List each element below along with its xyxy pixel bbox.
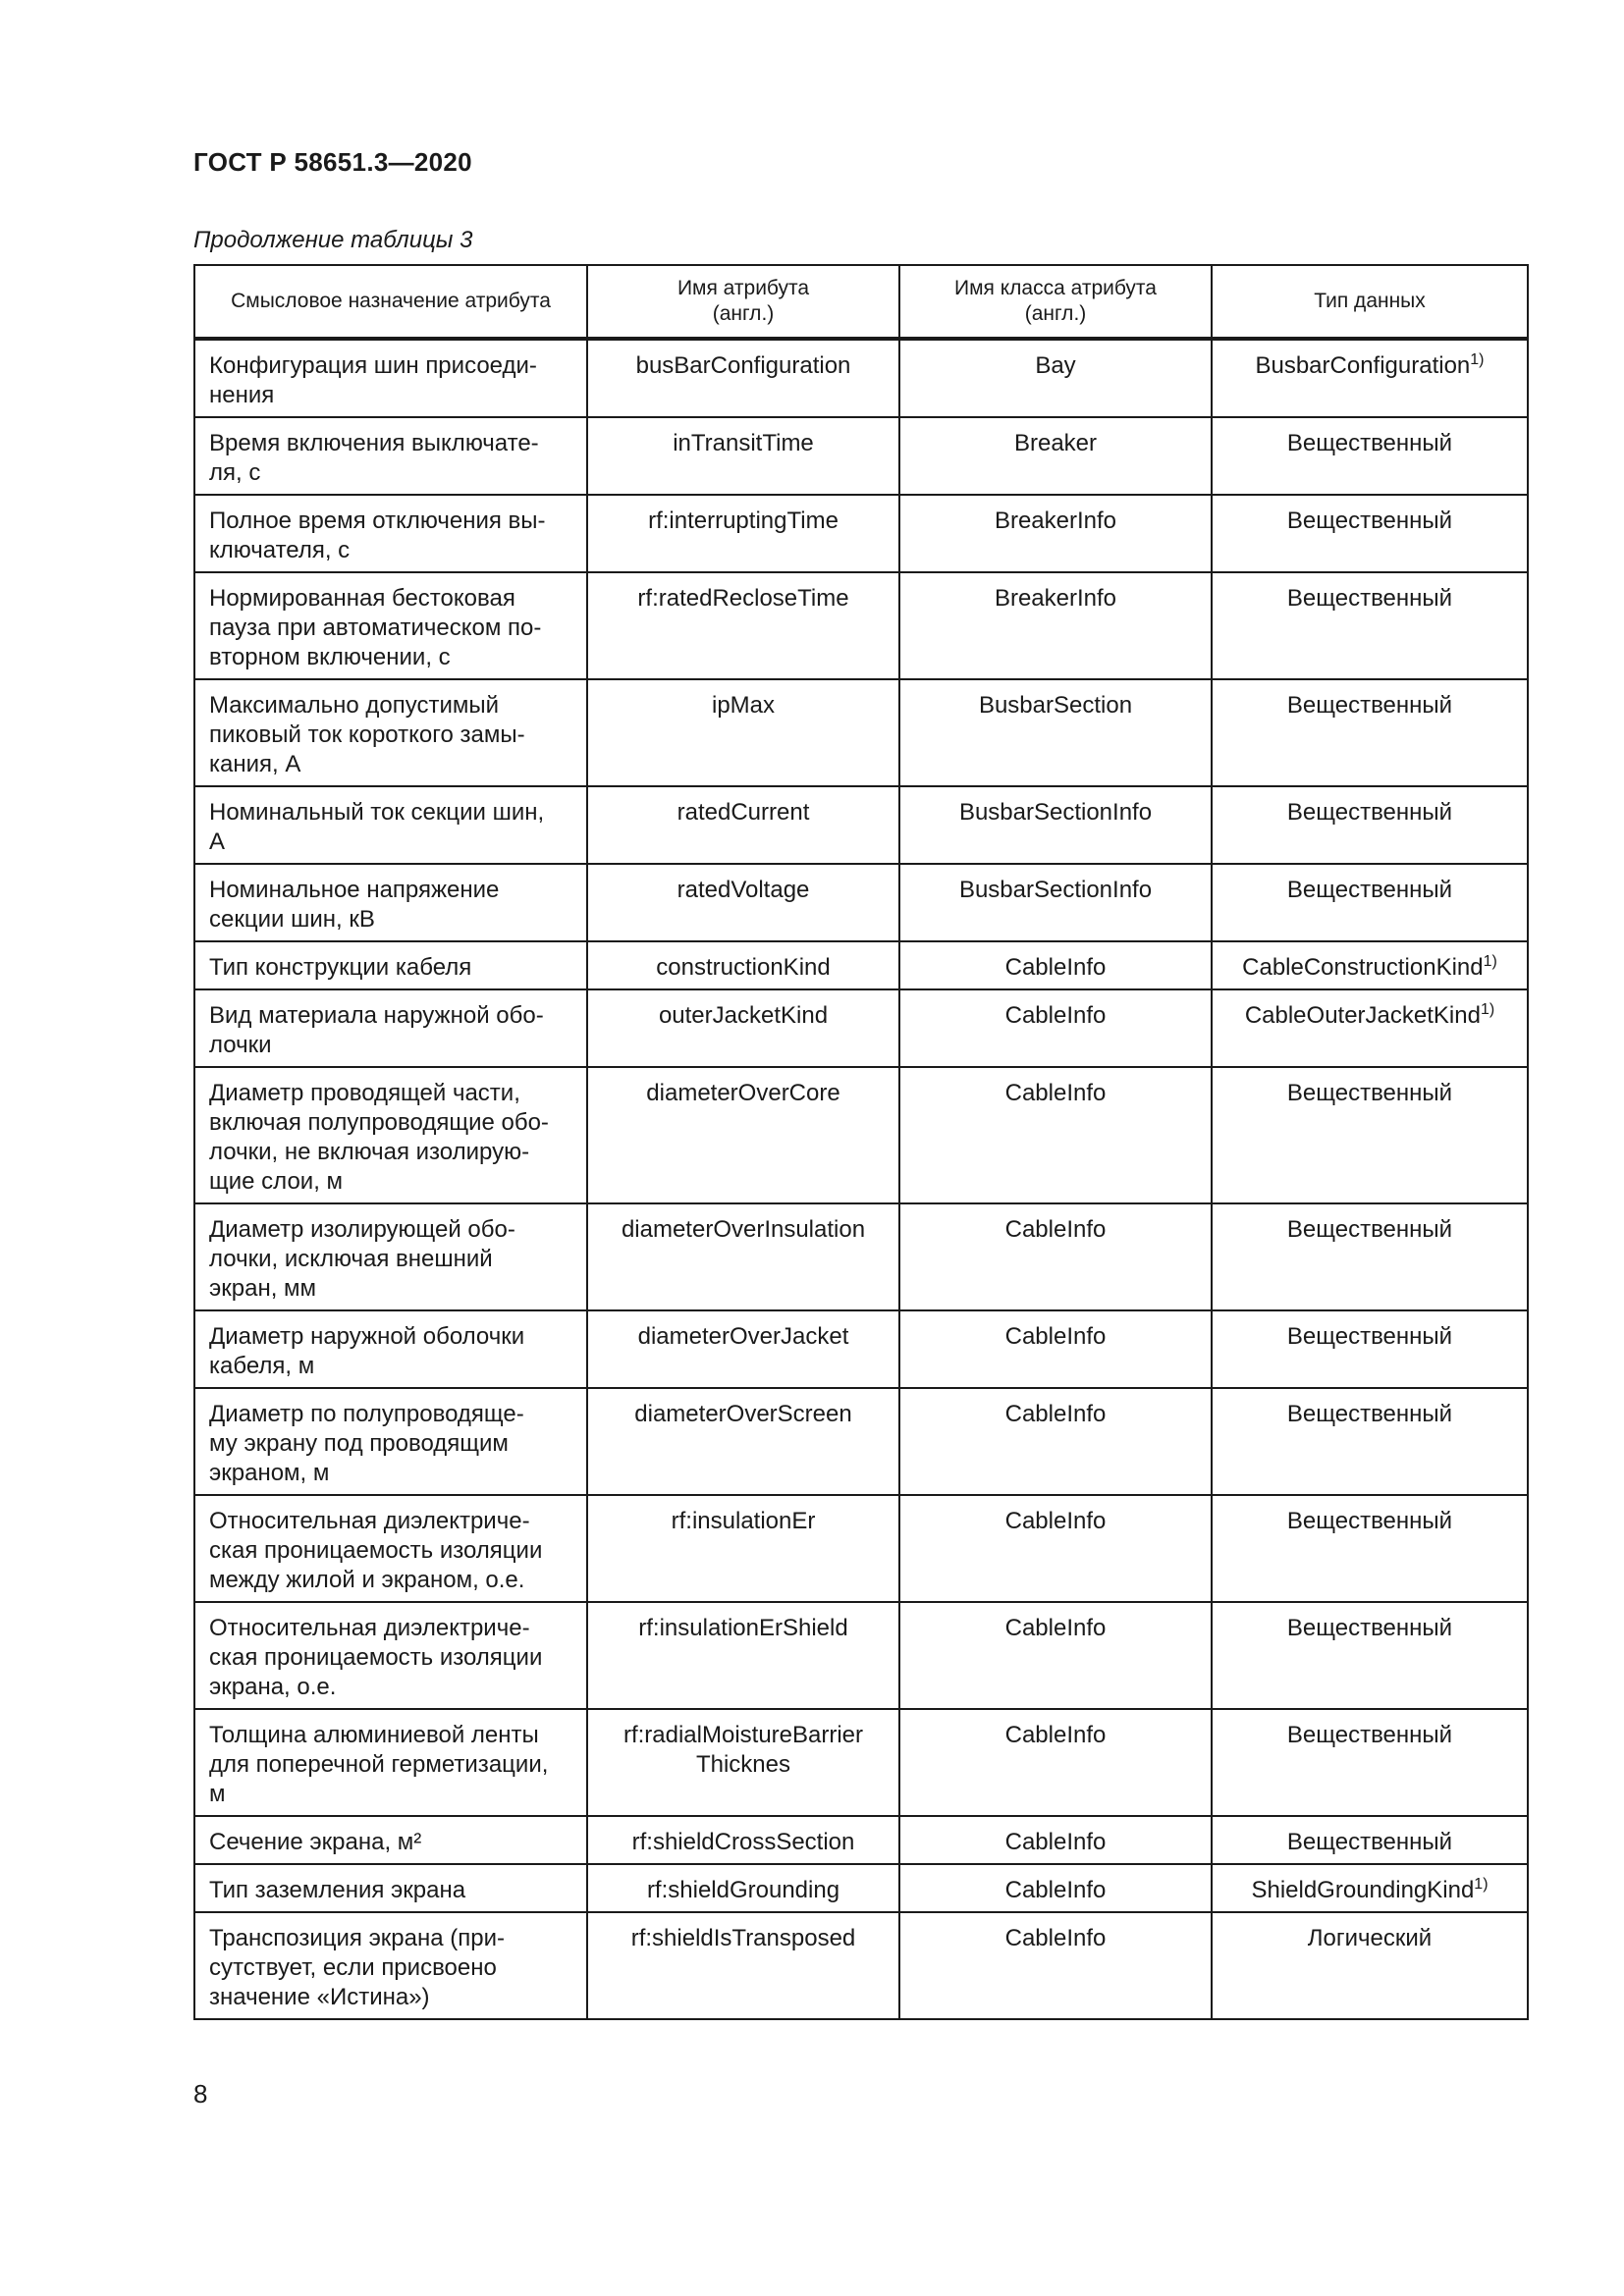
table-row (194, 417, 1528, 495)
cell-attribute-name: rf:interruptingTime (587, 495, 899, 572)
cell-purpose: Относительная диэлектриче- ская проницаемость изоляции экрана, о.е. (194, 1602, 587, 1709)
cell-datatype: BusbarConfiguration$^{1)}$ (1212, 339, 1528, 417)
table-row (194, 1067, 1528, 1203)
cell-attribute-class: CableInfo (899, 1067, 1212, 1203)
header-datatype (1212, 265, 1528, 339)
cell-attribute-name: rf:shieldCrossSection (587, 1816, 899, 1864)
cell-attribute-class: CableInfo (899, 1388, 1212, 1495)
cell-attribute-class: CableInfo (899, 1310, 1212, 1388)
cell-datatype: Вещественный (1212, 1310, 1528, 1388)
table-row (194, 1602, 1528, 1709)
cell-datatype: Вещественный (1212, 864, 1528, 941)
cell-attribute-name: diameterOverInsulation (587, 1203, 899, 1310)
cell-attribute-name: busBarConfiguration (587, 339, 899, 417)
cell-datatype: Вещественный (1212, 679, 1528, 786)
header-attribute-name (587, 265, 899, 339)
cell-attribute-class: CableInfo (899, 989, 1212, 1067)
cell-attribute-class: CableInfo (899, 1602, 1212, 1709)
cell-attribute-name: rf:radialMoistureBarrier Thicknes (587, 1709, 899, 1816)
footnote-marker: 1) (1480, 1001, 1495, 1018)
cell-attribute-class: CableInfo (899, 941, 1212, 989)
cell-purpose: Номинальный ток секции шин, А (194, 786, 587, 864)
cell-attribute-name: rf:shieldGrounding (587, 1864, 899, 1912)
cell-attribute-class: CableInfo (899, 1816, 1212, 1864)
cell-attribute-name: constructionKind (587, 941, 899, 989)
cell-datatype: Вещественный (1212, 1816, 1528, 1864)
cell-attribute-class: CableInfo (899, 1709, 1212, 1816)
table-row (194, 1495, 1528, 1602)
cell-attribute-class: CableInfo (899, 1864, 1212, 1912)
cell-attribute-class: BusbarSectionInfo (899, 786, 1212, 864)
cell-datatype: Вещественный (1212, 1203, 1528, 1310)
cell-attribute-class: CableInfo (899, 1912, 1212, 2019)
table-caption: Продолжение таблицы 3 (193, 227, 473, 253)
table-row (194, 1912, 1528, 2019)
cell-purpose: Диаметр наружной оболочки кабеля, м (194, 1310, 587, 1388)
cell-attribute-class: BusbarSection (899, 679, 1212, 786)
cell-purpose: Номинальное напряжение секции шин, кВ (194, 864, 587, 941)
cell-datatype: Вещественный (1212, 417, 1528, 495)
cell-attribute-name: rf:insulationEr (587, 1495, 899, 1602)
table-row (194, 786, 1528, 864)
cell-attribute-class: BusbarSectionInfo (899, 864, 1212, 941)
cell-datatype: Вещественный (1212, 1602, 1528, 1709)
cell-attribute-name: ratedVoltage (587, 864, 899, 941)
cell-purpose: Диаметр проводящей части, включая полупроводящие обо- лочки, не включая изолирую- щие слои, м (194, 1067, 587, 1203)
cell-attribute-name: outerJacketKind (587, 989, 899, 1067)
cell-attribute-name: rf:shieldIsTransposed (587, 1912, 899, 2019)
cell-attribute-name: inTransitTime (587, 417, 899, 495)
cell-purpose: Нормированная бестоковая пауза при автоматическом по- вторном включении, с (194, 572, 587, 679)
cell-purpose: Вид материала наружной обо- лочки (194, 989, 587, 1067)
table-row (194, 1864, 1528, 1912)
table-row (194, 1310, 1528, 1388)
cell-attribute-name: rf:ratedRecloseTime (587, 572, 899, 679)
footnote-marker: 1) (1470, 351, 1485, 368)
cell-purpose: Время включения выключате- ля, с (194, 417, 587, 495)
table-row (194, 989, 1528, 1067)
cell-datatype: Вещественный (1212, 495, 1528, 572)
cell-datatype: ShieldGroundingKind$^{1)}$ (1212, 1864, 1528, 1912)
table-row (194, 495, 1528, 572)
cell-datatype: CableConstructionKind$^{1)}$ (1212, 941, 1528, 989)
cell-purpose: Транспозиция экрана (при- сутствует, если присвоено значение «Истина») (194, 1912, 587, 2019)
page-number: 8 (193, 2079, 208, 2109)
cell-attribute-class: Bay (899, 339, 1212, 417)
cell-purpose: Относительная диэлектриче- ская проницаемость изоляции между жилой и экраном, о.е. (194, 1495, 587, 1602)
cell-purpose: Полное время отключения вы- ключателя, с (194, 495, 587, 572)
table-body (194, 339, 1528, 2019)
cell-attribute-class: BreakerInfo (899, 495, 1212, 572)
footnote-marker: 1) (1474, 1876, 1489, 1893)
table-row (194, 941, 1528, 989)
table-row (194, 1816, 1528, 1864)
cell-purpose: Тип заземления экрана (194, 1864, 587, 1912)
cell-attribute-class: BreakerInfo (899, 572, 1212, 679)
cell-purpose: Конфигурация шин присоеди- нения (194, 339, 587, 417)
cell-attribute-name: ratedCurrent (587, 786, 899, 864)
table-row (194, 339, 1528, 417)
table-row (194, 1388, 1528, 1495)
header-attribute-class-text: Имя класса атрибута (англ.) (954, 277, 1157, 325)
table-row (194, 572, 1528, 679)
cell-purpose: Сечение экрана, м² (194, 1816, 587, 1864)
header-datatype-text: Тип данных (1314, 290, 1426, 312)
table-row (194, 1709, 1528, 1816)
cell-attribute-name: diameterOverCore (587, 1067, 899, 1203)
cell-attribute-name: rf:insulationErShield (587, 1602, 899, 1709)
header-attribute-name-text: Имя атрибута (англ.) (677, 277, 810, 325)
cell-attribute-class: CableInfo (899, 1203, 1212, 1310)
attribute-table (193, 264, 1529, 2020)
cell-datatype: Логический (1212, 1912, 1528, 2019)
cell-attribute-class: CableInfo (899, 1495, 1212, 1602)
cell-datatype: CableOuterJacketKind$^{1)}$ (1212, 989, 1528, 1067)
table-header-row (194, 265, 1528, 339)
cell-purpose: Тип конструкции кабеля (194, 941, 587, 989)
table-row (194, 679, 1528, 786)
cell-datatype: Вещественный (1212, 786, 1528, 864)
header-purpose (194, 265, 587, 339)
cell-datatype: Вещественный (1212, 1495, 1528, 1602)
header-purpose-text: Смысловое назначение атрибута (231, 290, 551, 312)
document-header: ГОСТ Р 58651.3—2020 (193, 147, 472, 177)
cell-attribute-name: diameterOverJacket (587, 1310, 899, 1388)
header-attribute-class (899, 265, 1212, 339)
footnote-marker: 1) (1483, 953, 1497, 970)
cell-purpose: Диаметр по полупроводяще- му экрану под проводящим экраном, м (194, 1388, 587, 1495)
cell-purpose: Диаметр изолирующей обо- лочки, исключая внешний экран, мм (194, 1203, 587, 1310)
table-row (194, 1203, 1528, 1310)
cell-datatype: Вещественный (1212, 572, 1528, 679)
cell-datatype: Вещественный (1212, 1067, 1528, 1203)
cell-purpose: Толщина алюминиевой ленты для поперечной герметизации, м (194, 1709, 587, 1816)
table-row (194, 864, 1528, 941)
cell-datatype: Вещественный (1212, 1388, 1528, 1495)
cell-purpose: Максимально допустимый пиковый ток короткого замы- кания, А (194, 679, 587, 786)
cell-attribute-name: ipMax (587, 679, 899, 786)
cell-attribute-name: diameterOverScreen (587, 1388, 899, 1495)
cell-datatype: Вещественный (1212, 1709, 1528, 1816)
cell-attribute-class: Breaker (899, 417, 1212, 495)
